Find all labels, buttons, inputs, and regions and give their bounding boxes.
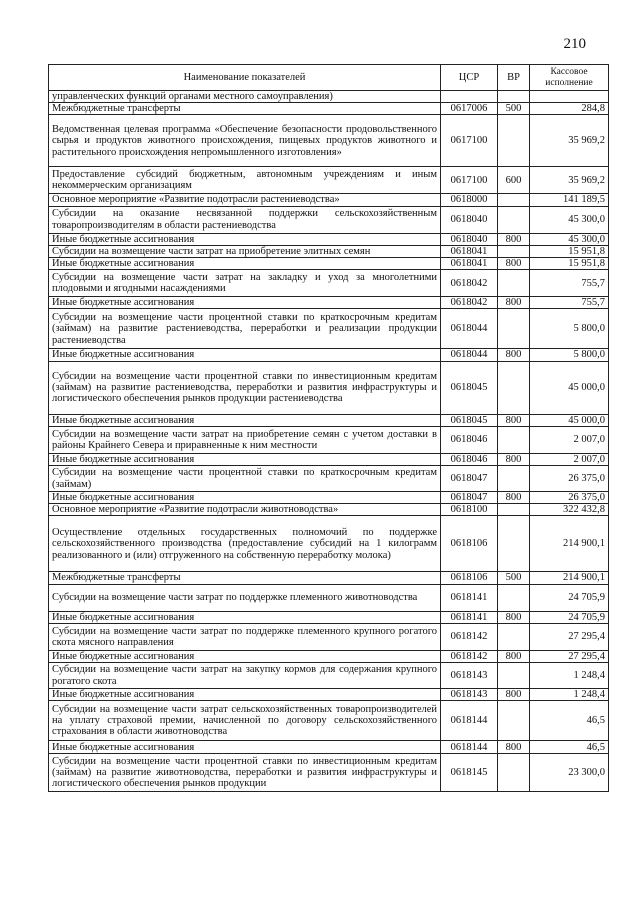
table-row bbox=[49, 91, 609, 103]
table-row bbox=[49, 689, 609, 701]
row-name: Субсидии на возмещение части процентной ставки по инвестиционным кредитам (займам) на развитие растениеводства, переработки и развития инфраструктуры и логистического обеспечения рынков продукции растениеводства bbox=[49, 361, 441, 414]
row-amount: 322 432,8 bbox=[530, 504, 609, 516]
table-row bbox=[49, 741, 609, 754]
row-name: Иные бюджетные ассигнования bbox=[49, 258, 441, 270]
row-csr: 0617006 bbox=[441, 103, 498, 115]
row-name: Иные бюджетные ассигнования bbox=[49, 689, 441, 701]
row-amount: 35 969,2 bbox=[530, 115, 609, 167]
row-amount: 5 800,0 bbox=[530, 349, 609, 361]
table-header-row bbox=[49, 65, 609, 91]
row-name: Иные бюджетные ассигнования bbox=[49, 233, 441, 245]
row-name: Субсидии на возмещение части процентной ставки по инвестиционным кредитам (займам) на развитие животноводства, переработки и развития инфраструктуры и логистического обеспечения рынков продукции bbox=[49, 754, 441, 792]
row-amount: 5 800,0 bbox=[530, 309, 609, 349]
table-row bbox=[49, 349, 609, 361]
row-csr: 0618041 bbox=[441, 258, 498, 270]
row-csr: 0618046 bbox=[441, 453, 498, 465]
row-amount: 1 248,4 bbox=[530, 663, 609, 689]
row-vr bbox=[498, 516, 530, 572]
row-name: Субсидии на возмещение части затрат на закупку кормов для содержания крупного рогатого скота bbox=[49, 663, 441, 689]
row-name: Основное мероприятие «Развитие подотрасли растениеводства» bbox=[49, 194, 441, 206]
header-cash: Кассовое исполнение bbox=[530, 65, 609, 91]
table-row bbox=[49, 426, 609, 453]
table-row bbox=[49, 297, 609, 309]
row-name: Иные бюджетные ассигнования bbox=[49, 741, 441, 754]
row-vr bbox=[498, 206, 530, 233]
row-csr: 0618144 bbox=[441, 741, 498, 754]
table-row bbox=[49, 663, 609, 689]
table-row bbox=[49, 194, 609, 206]
row-name: Основное мероприятие «Развитие подотрасли животноводства» bbox=[49, 504, 441, 516]
row-name: Субсидии на оказание несвязанной поддержки сельскохозяйственным товаропроизводителям в области растениеводства bbox=[49, 206, 441, 233]
table-row bbox=[49, 466, 609, 492]
row-vr bbox=[498, 701, 530, 741]
row-amount: 23 300,0 bbox=[530, 754, 609, 792]
table-row bbox=[49, 206, 609, 233]
row-vr bbox=[498, 270, 530, 297]
table-body bbox=[49, 91, 609, 792]
row-vr bbox=[498, 426, 530, 453]
row-amount: 24 705,9 bbox=[530, 611, 609, 623]
table-row bbox=[49, 167, 609, 194]
row-csr: 0618106 bbox=[441, 516, 498, 572]
row-csr: 0618045 bbox=[441, 414, 498, 426]
row-csr: 0618142 bbox=[441, 650, 498, 662]
row-amount: 284,8 bbox=[530, 103, 609, 115]
row-vr: 800 bbox=[498, 650, 530, 662]
page-number: 210 bbox=[563, 36, 586, 52]
row-amount: 35 969,2 bbox=[530, 167, 609, 194]
row-csr: 0618044 bbox=[441, 309, 498, 349]
row-name: Субсидии на возмещение части процентной ставки по краткосрочным кредитам (займам) на развитие растениеводства, переработки и реализации продукции растениеводства bbox=[49, 309, 441, 349]
row-name: Иные бюджетные ассигнования bbox=[49, 611, 441, 623]
row-csr: 0618042 bbox=[441, 297, 498, 309]
row-csr: 0617100 bbox=[441, 115, 498, 167]
row-amount: 45 300,0 bbox=[530, 206, 609, 233]
row-name: Иные бюджетные ассигнования bbox=[49, 650, 441, 662]
row-csr: 0618145 bbox=[441, 754, 498, 792]
row-vr: 800 bbox=[498, 453, 530, 465]
row-vr: 800 bbox=[498, 258, 530, 270]
row-csr: 0618141 bbox=[441, 584, 498, 611]
row-amount: 26 375,0 bbox=[530, 492, 609, 504]
row-vr bbox=[498, 91, 530, 103]
row-name: Ведомственная целевая программа «Обеспечение безопасности продовольственного сырья и продуктов животного происхождения, пищевых продуктов животного и растительного происхождения непромышленного изготовления» bbox=[49, 115, 441, 167]
row-name: Иные бюджетные ассигнования bbox=[49, 453, 441, 465]
header-csr: ЦСР bbox=[441, 65, 498, 91]
row-name: Межбюджетные трансферты bbox=[49, 103, 441, 115]
row-vr bbox=[498, 115, 530, 167]
header-vr: ВР bbox=[498, 65, 530, 91]
table-row bbox=[49, 453, 609, 465]
row-csr: 0618044 bbox=[441, 349, 498, 361]
table-row bbox=[49, 414, 609, 426]
row-csr: 0618106 bbox=[441, 572, 498, 584]
row-amount bbox=[530, 91, 609, 103]
table-row bbox=[49, 270, 609, 297]
row-amount: 755,7 bbox=[530, 270, 609, 297]
table-row bbox=[49, 516, 609, 572]
row-name: Субсидии на возмещение части затрат по поддержке племенного крупного рогатого скота мясного направления bbox=[49, 623, 441, 650]
table-row bbox=[49, 492, 609, 504]
row-amount: 214 900,1 bbox=[530, 572, 609, 584]
row-vr bbox=[498, 754, 530, 792]
row-vr bbox=[498, 466, 530, 492]
row-csr: 0618040 bbox=[441, 233, 498, 245]
row-csr: 0618047 bbox=[441, 466, 498, 492]
row-csr bbox=[441, 91, 498, 103]
table-row bbox=[49, 754, 609, 792]
row-amount: 141 189,5 bbox=[530, 194, 609, 206]
table-row bbox=[49, 361, 609, 414]
row-amount: 26 375,0 bbox=[530, 466, 609, 492]
table-row bbox=[49, 504, 609, 516]
row-name: Субсидии на возмещение части затрат на приобретение семян с учетом доставки в районы Крайнего Севера и приравненные к ним местности bbox=[49, 426, 441, 453]
table-row bbox=[49, 103, 609, 115]
row-csr: 0617100 bbox=[441, 167, 498, 194]
table-row bbox=[49, 701, 609, 741]
row-amount: 2 007,0 bbox=[530, 453, 609, 465]
row-amount: 214 900,1 bbox=[530, 516, 609, 572]
row-name: Иные бюджетные ассигнования bbox=[49, 349, 441, 361]
row-vr bbox=[498, 245, 530, 257]
row-csr: 0618143 bbox=[441, 689, 498, 701]
row-name: Межбюджетные трансферты bbox=[49, 572, 441, 584]
row-vr: 800 bbox=[498, 233, 530, 245]
table-row bbox=[49, 611, 609, 623]
row-csr: 0618040 bbox=[441, 206, 498, 233]
row-vr bbox=[498, 663, 530, 689]
row-name: Субсидии на возмещение части затрат сельскохозяйственных товаропроизводителей на уплату страховой премии, начисленной по договору сельскохозяйственного страхования в области животноводства bbox=[49, 701, 441, 741]
row-name: Осуществление отдельных государственных полномочий по поддержке сельскохозяйственного производства (предоставление субсидий на 1 килограмм реализованного и (или) отгруженного на собственную переработку молока) bbox=[49, 516, 441, 572]
row-vr: 500 bbox=[498, 572, 530, 584]
row-vr bbox=[498, 584, 530, 611]
row-vr: 800 bbox=[498, 414, 530, 426]
table-row bbox=[49, 309, 609, 349]
row-vr bbox=[498, 504, 530, 516]
row-vr: 800 bbox=[498, 689, 530, 701]
row-amount: 24 705,9 bbox=[530, 584, 609, 611]
row-vr bbox=[498, 361, 530, 414]
row-amount: 46,5 bbox=[530, 701, 609, 741]
table-row bbox=[49, 233, 609, 245]
row-csr: 0618045 bbox=[441, 361, 498, 414]
row-csr: 0618046 bbox=[441, 426, 498, 453]
row-csr: 0618100 bbox=[441, 504, 498, 516]
row-vr bbox=[498, 309, 530, 349]
row-csr: 0618000 bbox=[441, 194, 498, 206]
row-vr: 800 bbox=[498, 741, 530, 754]
row-csr: 0618041 bbox=[441, 245, 498, 257]
row-name: Субсидии на возмещение части затрат по поддержке племенного животноводства bbox=[49, 584, 441, 611]
row-amount: 15 951,8 bbox=[530, 245, 609, 257]
row-csr: 0618047 bbox=[441, 492, 498, 504]
row-amount: 27 295,4 bbox=[530, 623, 609, 650]
row-vr: 800 bbox=[498, 297, 530, 309]
row-name: Субсидии на возмещение части процентной ставки по краткосрочным кредитам (займам) bbox=[49, 466, 441, 492]
row-vr bbox=[498, 194, 530, 206]
table-row bbox=[49, 623, 609, 650]
row-name: Иные бюджетные ассигнования bbox=[49, 492, 441, 504]
table-row bbox=[49, 115, 609, 167]
row-amount: 27 295,4 bbox=[530, 650, 609, 662]
row-amount: 1 248,4 bbox=[530, 689, 609, 701]
row-csr: 0618144 bbox=[441, 701, 498, 741]
row-csr: 0618142 bbox=[441, 623, 498, 650]
row-name: Субсидии на возмещение части затрат на закладку и уход за многолетними плодовыми и ягодными насаждениями bbox=[49, 270, 441, 297]
row-amount: 15 951,8 bbox=[530, 258, 609, 270]
table-row bbox=[49, 572, 609, 584]
row-vr: 500 bbox=[498, 103, 530, 115]
row-vr: 800 bbox=[498, 349, 530, 361]
budget-table bbox=[48, 64, 609, 792]
row-csr: 0618141 bbox=[441, 611, 498, 623]
row-amount: 46,5 bbox=[530, 741, 609, 754]
row-name: Иные бюджетные ассигнования bbox=[49, 297, 441, 309]
row-csr: 0618143 bbox=[441, 663, 498, 689]
row-name: управленческих функций органами местного самоуправления) bbox=[49, 91, 441, 103]
table-row bbox=[49, 584, 609, 611]
row-vr: 600 bbox=[498, 167, 530, 194]
row-amount: 45 000,0 bbox=[530, 361, 609, 414]
row-name: Предоставление субсидий бюджетным, автономным учреждениям и иным некоммерческим организациям bbox=[49, 167, 441, 194]
row-vr: 800 bbox=[498, 611, 530, 623]
row-name: Иные бюджетные ассигнования bbox=[49, 414, 441, 426]
table-row bbox=[49, 245, 609, 257]
row-amount: 45 000,0 bbox=[530, 414, 609, 426]
row-vr: 800 bbox=[498, 492, 530, 504]
row-amount: 755,7 bbox=[530, 297, 609, 309]
row-amount: 2 007,0 bbox=[530, 426, 609, 453]
table-row bbox=[49, 650, 609, 662]
row-amount: 45 300,0 bbox=[530, 233, 609, 245]
row-csr: 0618042 bbox=[441, 270, 498, 297]
row-vr bbox=[498, 623, 530, 650]
header-name: Наименование показателей bbox=[49, 65, 441, 91]
row-name: Субсидии на возмещение части затрат на приобретение элитных семян bbox=[49, 245, 441, 257]
table-row bbox=[49, 258, 609, 270]
